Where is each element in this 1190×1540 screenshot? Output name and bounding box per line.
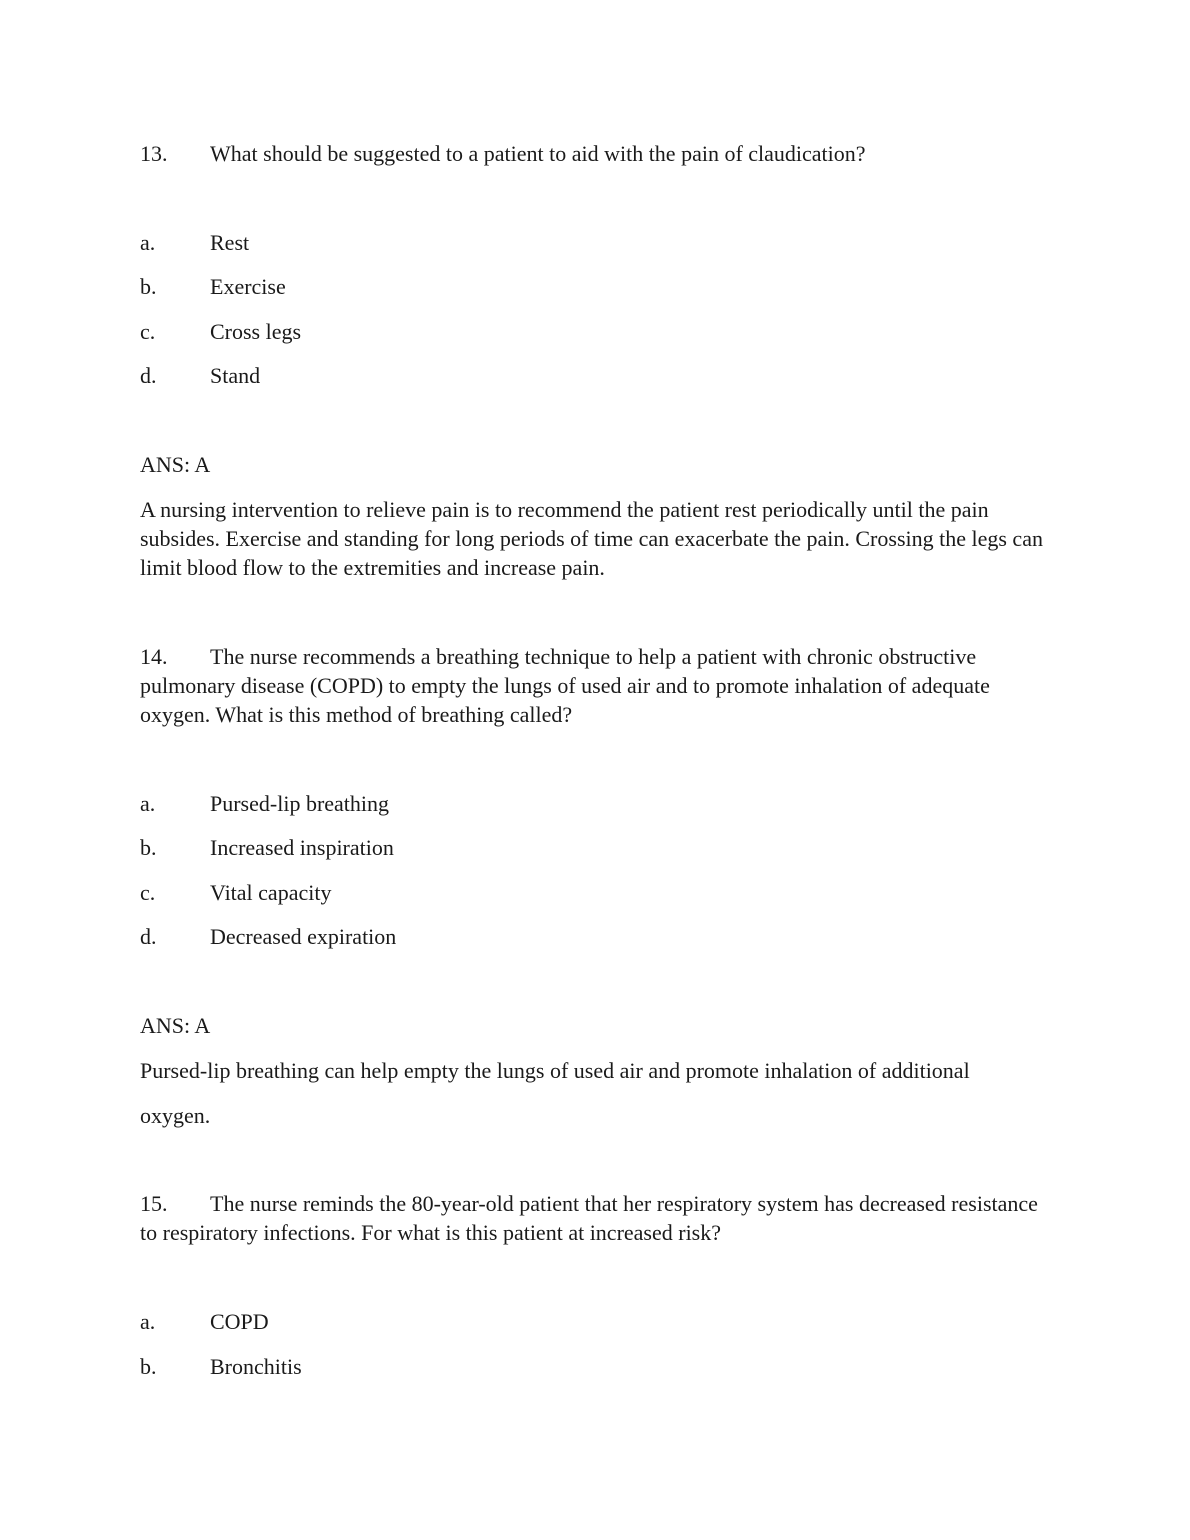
rationale-line: oxygen. bbox=[140, 1103, 211, 1128]
question-text: What should be suggested to a patient to aid with the pain of claudication? bbox=[210, 141, 866, 166]
question-14 bbox=[140, 642, 1060, 729]
option-item bbox=[140, 230, 249, 256]
option-text: Decreased expiration bbox=[210, 924, 397, 949]
option-letter: b. bbox=[140, 835, 157, 860]
option-letter: b. bbox=[140, 1354, 157, 1379]
question-text: The nurse recommends a breathing technique to help a patient with chronic obstructive pulmonary disease (COPD) to empty the lungs of used air and to promote inhalation of adequate oxygen. What is this method of breathing called? bbox=[140, 644, 990, 727]
option-text: Vital capacity bbox=[210, 880, 332, 905]
option-letter: a. bbox=[140, 230, 156, 255]
question-text: The nurse reminds the 80-year-old patient that her respiratory system has decreased resistance to respiratory infections. For what is this patient at increased risk? bbox=[140, 1191, 1038, 1245]
question-number: 14. bbox=[140, 644, 168, 669]
option-letter: b. bbox=[140, 274, 157, 299]
option-text: Increased inspiration bbox=[210, 835, 394, 860]
answer-key: ANS: A bbox=[140, 1013, 211, 1038]
option-item bbox=[140, 924, 396, 950]
option-item bbox=[140, 363, 260, 389]
option-text: Rest bbox=[210, 230, 250, 255]
option-letter: d. bbox=[140, 363, 157, 388]
option-letter: c. bbox=[140, 880, 156, 905]
option-item bbox=[140, 791, 389, 817]
option-text: Bronchitis bbox=[210, 1354, 302, 1379]
option-text: Exercise bbox=[210, 274, 286, 299]
rationale-line: Pursed-lip breathing can help empty the lungs of used air and promote inhalation of additional bbox=[140, 1058, 970, 1083]
option-text: Pursed-lip breathing bbox=[210, 791, 390, 816]
rationale: A nursing intervention to relieve pain is to recommend the patient rest periodically until the pain subsides. Exercise and standing for long periods of time can exacerbate the pain. Crossing the legs can limit blood flow to the extremities and increase pain. bbox=[140, 497, 1043, 580]
option-item bbox=[140, 319, 301, 345]
question-13 bbox=[140, 141, 866, 167]
option-letter: c. bbox=[140, 319, 156, 344]
option-item bbox=[140, 835, 394, 861]
question-15 bbox=[140, 1189, 1060, 1247]
option-letter: a. bbox=[140, 1309, 156, 1334]
option-item bbox=[140, 880, 331, 906]
answer-key: ANS: A bbox=[140, 452, 211, 477]
option-item bbox=[140, 274, 286, 300]
option-letter: a. bbox=[140, 791, 156, 816]
option-text: Stand bbox=[210, 363, 261, 388]
option-text: Cross legs bbox=[210, 319, 302, 344]
question-number: 15. bbox=[140, 1191, 168, 1216]
question-number: 13. bbox=[140, 141, 168, 166]
option-item bbox=[140, 1354, 302, 1380]
option-item bbox=[140, 1309, 269, 1335]
option-text: COPD bbox=[210, 1309, 269, 1334]
option-letter: d. bbox=[140, 924, 157, 949]
